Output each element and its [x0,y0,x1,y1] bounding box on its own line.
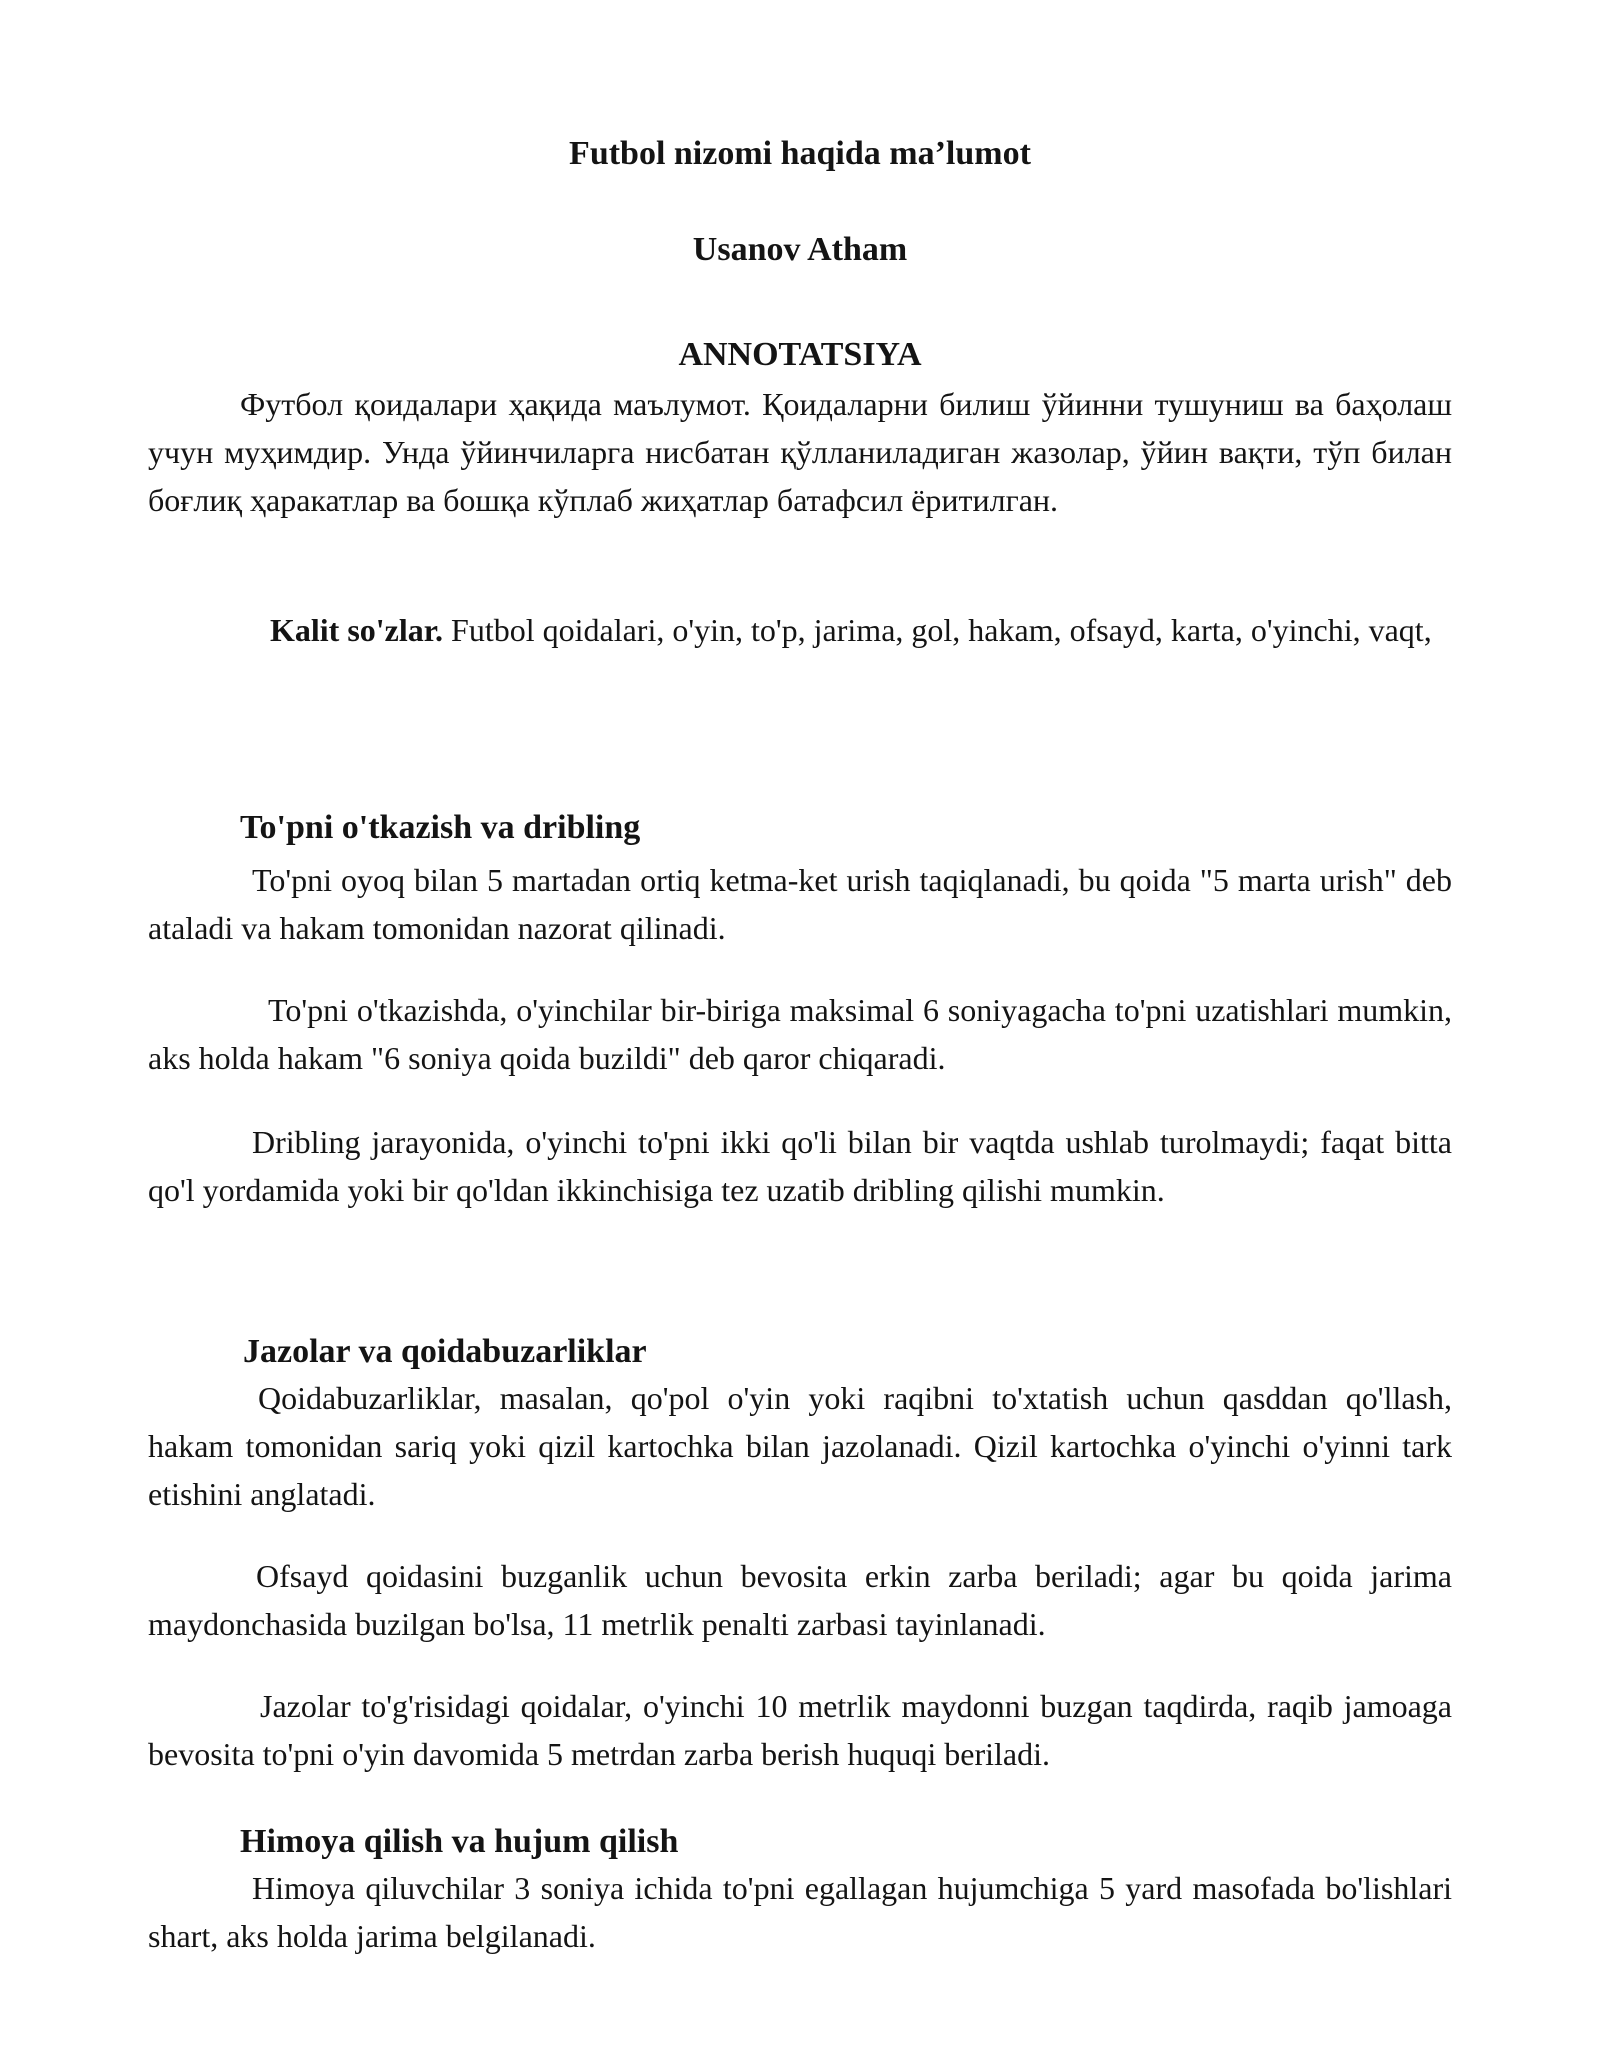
keywords-label: Kalit so'zlar. [270,612,444,648]
keywords-text: Futbol qoidalari, o'yin, to'p, jarima, gol, hakam, ofsayd, karta, o'yinchi, vaqt, [443,612,1432,648]
keywords-paragraph [148,606,1452,654]
section-paragraph: Dribling jarayonida, o'yinchi to'pni ikki qo'li bilan bir vaqtda ushlab turolmaydi; faqat bitta qo'l yordamida yoki bir qo'ldan ikkinchisiga tez uzatib dribling qilishi mumkin. [148,1124,1452,1208]
section-paragraph: To'pni o'tkazishda, o'yinchilar bir-biriga maksimal 6 soniyagacha to'pni uzatishlari mumkin, aks holda hakam "6 soniya qoida buzildi" deb qaror chiqaradi. [148,992,1452,1076]
document-title: Futbol nizomi haqida ma’lumot [569,135,1031,172]
section-heading-defense-attack: Himoya qilish va hujum qilish [240,1823,679,1860]
section-paragraph: Ofsayd qoidasini buzganlik uchun bevosita erkin zarba beriladi; agar bu qoida jarima maydonchasida buzilgan bo'lsa, 11 metrlik penalti zarbasi tayinlanadi. [148,1558,1452,1642]
section-paragraph: Qoidabuzarliklar, masalan, qo'pol o'yin yoki raqibni to'xtatish uchun qasddan qo'llash, hakam tomonidan sariq yoki qizil kartochka bilan jazolanadi. Qizil kartochka o'yinchi o'yinni tark etishini anglatadi. [148,1380,1452,1512]
author-name: Usanov Atham [692,231,908,268]
section-heading-penalties-violations: Jazolar va qoidabuzarliklar [243,1333,647,1370]
section-heading-passing-dribbling: To'pni o'tkazish va dribling [240,809,641,846]
annotation-text: Футбол қоидалари ҳақида маълумот. Қоидаларни билиш ўйинни тушуниш ва баҳолаш учун муҳимдир. Унда ўйинчиларга нисбатан қўлланиладиган жазолар, ўйин вақти, тўп билан боғлиқ ҳаракатлар ва бошқа кўплаб жиҳатлар батафсил ёритилган. [148,386,1452,518]
annotation-heading: ANNOTATSIYA [678,336,922,373]
section-paragraph: Himoya qiluvchilar 3 soniya ichida to'pni egallagan hujumchiga 5 yard masofada bo'lishlari shart, aks holda jarima belgilanadi. [148,1870,1452,1954]
section-paragraph: Jazolar to'g'risidagi qoidalar, o'yinchi 10 metrlik maydonni buzgan taqdirda, raqib jamoaga bevosita to'pni o'yin davomida 5 metrdan zarba berish huquqi beriladi. [148,1688,1452,1772]
section-paragraph: To'pni oyoq bilan 5 martadan ortiq ketma-ket urish taqiqlanadi, bu qoida "5 marta urish" deb ataladi va hakam tomonidan nazorat qilinadi. [148,862,1452,946]
